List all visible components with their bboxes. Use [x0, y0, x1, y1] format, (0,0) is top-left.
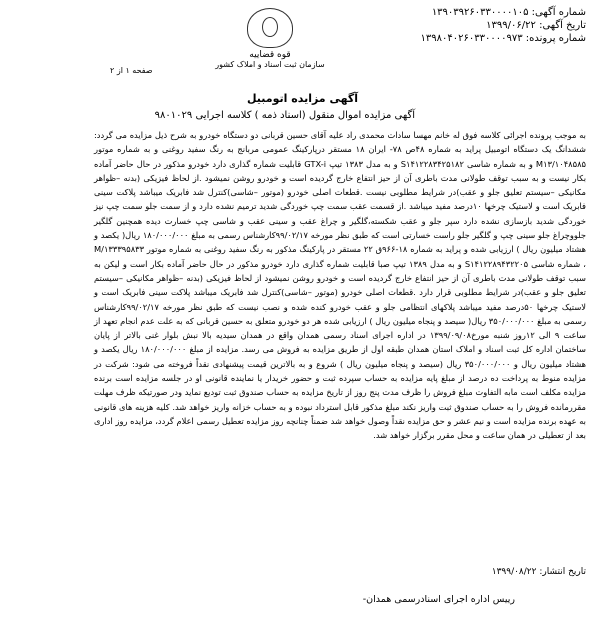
judiciary-logo	[195, 8, 345, 78]
case-number: شماره پرونده: ۱۳۹۸۰۴۰۲۶۰۳۳۰۰۰۰۹۷۳	[420, 33, 586, 44]
publication-date	[492, 565, 586, 579]
notice-body: به موجب پرونده اجرائی کلاسه فوق له خانم مهسا سادات محمدی راد علیه آقای حسین قربانی دو دستگاه خودرو به شرح ذیل مزایده می گردد: ششدانگ یک دستگاه اتومبیل پراید به شماره ۴۸ص ۷۸- ایران ۱۸ مستقر درپارکینگ عمومی مربانج به رنگ سفید روغنی و به شماره موتور M۱۳/۱۰۴۸۵۸۵ و به شماره شاسی S۱۴۱۲۲۸۳۴۲۵۱۸۲ و به مدل ۱۳۸۳ تیپ GTX-i قابلیت شماره گذاری دارد خودرو مذکور در حال حاضر آماده بکار نیست و به سبب توقف طولانی مدت باطری آن از حیز انتفاع خارج گردیده است و خودرو روشن نمیشود .از لحاظ فیزیکی (بدنه –ظواهر مکانیکی –سیستم تعلیق جلو و عقب)در شرایط مطلوبی نیست .قطعات اصلی خودرو (موتور –شاسی)کنترل شد فابریک میباشد پلاکت سینی فابریک است و لاستیک چرخها ۱۰درصد مفید میباشد .از قسمت عقب سمت چپ خوردگی شدید ترمیم نشده دارد و از سمت جلو سمت چپ نیز خوردگی شدید بازسازی نشده دارد سپر جلو و عقب شکسته،گلگیر و چراغ عقب و سینی عقب و شاسی چپ خسارت دیده همچنین گلگیر جلووچراغ جلو سینی چپ و گلگیر جلو راست خسارتی است که طبق نظر مورخه ۹۹/۰۲/۱۷کارشناس رسمی به مبلغ ۱۸۰/۰۰۰/۰۰۰ ریال( یکصد و هشتاد میلیون ریال ) ارزیابی شده و پراید به شماره ۱۸-۹۶۶ق ۲۲ مستقر در پارکینگ مذکور به رنگ سفید روغنی به شماره موتور M/۱۳۳۳۹۵۸۳۳ ، شماره شاسی S۱۴۱۲۲۸۹۴۳۲۲۰۵ و به مدل ۱۳۸۹ تیپ صبا قابلیت شماره گذاری دارد خودرو مذکور در حال حاضر آماده بکار است و لیکن به سبب توقف طولانی مدت باطری آن از حیز انتفاع خارج گردیده است و خودرو روشن نمیشود از لحاظ فیزیکی (بدنه –ظواهر مکانیکی –سیستم تعلیق جلو و عقب)در شرایط مطلوبی قرار دارد .قطعات اصلی خودرو (موتور –شاسی)کنترل شد فابریک میباشد پلاکت سینی فابریک است و لاستیک چرخها ۵۰درصد مفید میباشد پلاکهای انتظامی جلو و عقب خودرو کنده شده و نصب نیست که طبق نظر مورخه ۹۹/۰۲/۱۷کارشناس رسمی به مبلغ ۳۵۰/۰۰۰/۰۰۰ ریال( سیصد و پنجاه میلیون ریال ) ارزیابی شده هر دو خودرو متعلق به حسین قربانی که به علت عدم انجام تعهد از ساعت ۹ الی ۱۲روز شنبه مورخ۱۳۹۹/۰۹/۰۸ در اداره اجرای اسناد رسمی همدان واقع در همدان سیدیه بالا نبش بلوار غنی بالاتر از پایان ساختمان اداره کل ثبت اسناد و املاک استان همدان طبقه اول از طریق مزایده به فروش می رسد. مزایده از مبلغ ۱۸۰/۰۰۰/۰۰۰ ریال یکصد و هشتاد میلیون ریال و ۳۵۰/۰۰۰/۰۰۰ ریال (سیصد و پنجاه میلیون ریال ) شروع و به بالاترین قیمت پیشنهادی نقداً فروخته می شود: شرکت در مزایده منوط به پرداخت ده درصد از مبلغ پایه مزایده به حساب سپرده ثبت و حضور خریدار یا نماینده قانونی او در جلسه مزایده است برنده مزایده مکلف است مابه التفاوت مبلغ فروش را ظرف مدت پنج روز از تاریخ مزایده به حساب صندوق ثبت تودیع نماید ودر صورتیکه ظرف مهلت مقررمانده فروش را به حساب صندوق ثبت واریز نکند مبلغ مذکور قابل استرداد نبوده و به حساب خزانه واریز خواهد شد. کلیه هزینه های قانونی به عهده برنده مزایده است و نیم عشر و حق مزایده نقداً وصول خواهد شد ضمناً چنانچه روز مزایده تعطیل رسمی اعلام گردد، مزایده روز اداری بعد از تعطیلی در همان ساعت و محل مقرر برگزار خواهد شد.	[94, 130, 587, 441]
notice-subtitle: آگهی مزایده اموال منقول (اسناد ذمه ) کلاسه اجرایی ۹۸۰۱۰۲۹	[154, 110, 415, 121]
ad-date: تاریخ آگهی: ۱۳۹۹/۰۶/۲۲	[486, 20, 586, 31]
signature: رییس اداره اجرای اسنادرسمی همدان-	[362, 594, 515, 605]
notice-title: آگهی مزایده اتومبیل	[246, 92, 359, 105]
org-name: قوه قضاییه	[249, 50, 291, 60]
ad-meta	[326, 6, 586, 45]
org-sub: سازمان ثبت اسناد و املاک کشور	[215, 60, 325, 69]
emblem-icon	[247, 8, 293, 48]
publication-label: تاریخ انتشار:	[539, 567, 586, 577]
page-indicator: صفحه ۱ از ۲	[110, 66, 153, 75]
ad-number: شماره آگهی: ۱۳۹۰۳۹۲۶۰۳۳۰۰۰۰۱۰۵	[431, 7, 586, 18]
publication-value: ۱۳۹۹/۰۸/۲۲	[491, 567, 537, 577]
